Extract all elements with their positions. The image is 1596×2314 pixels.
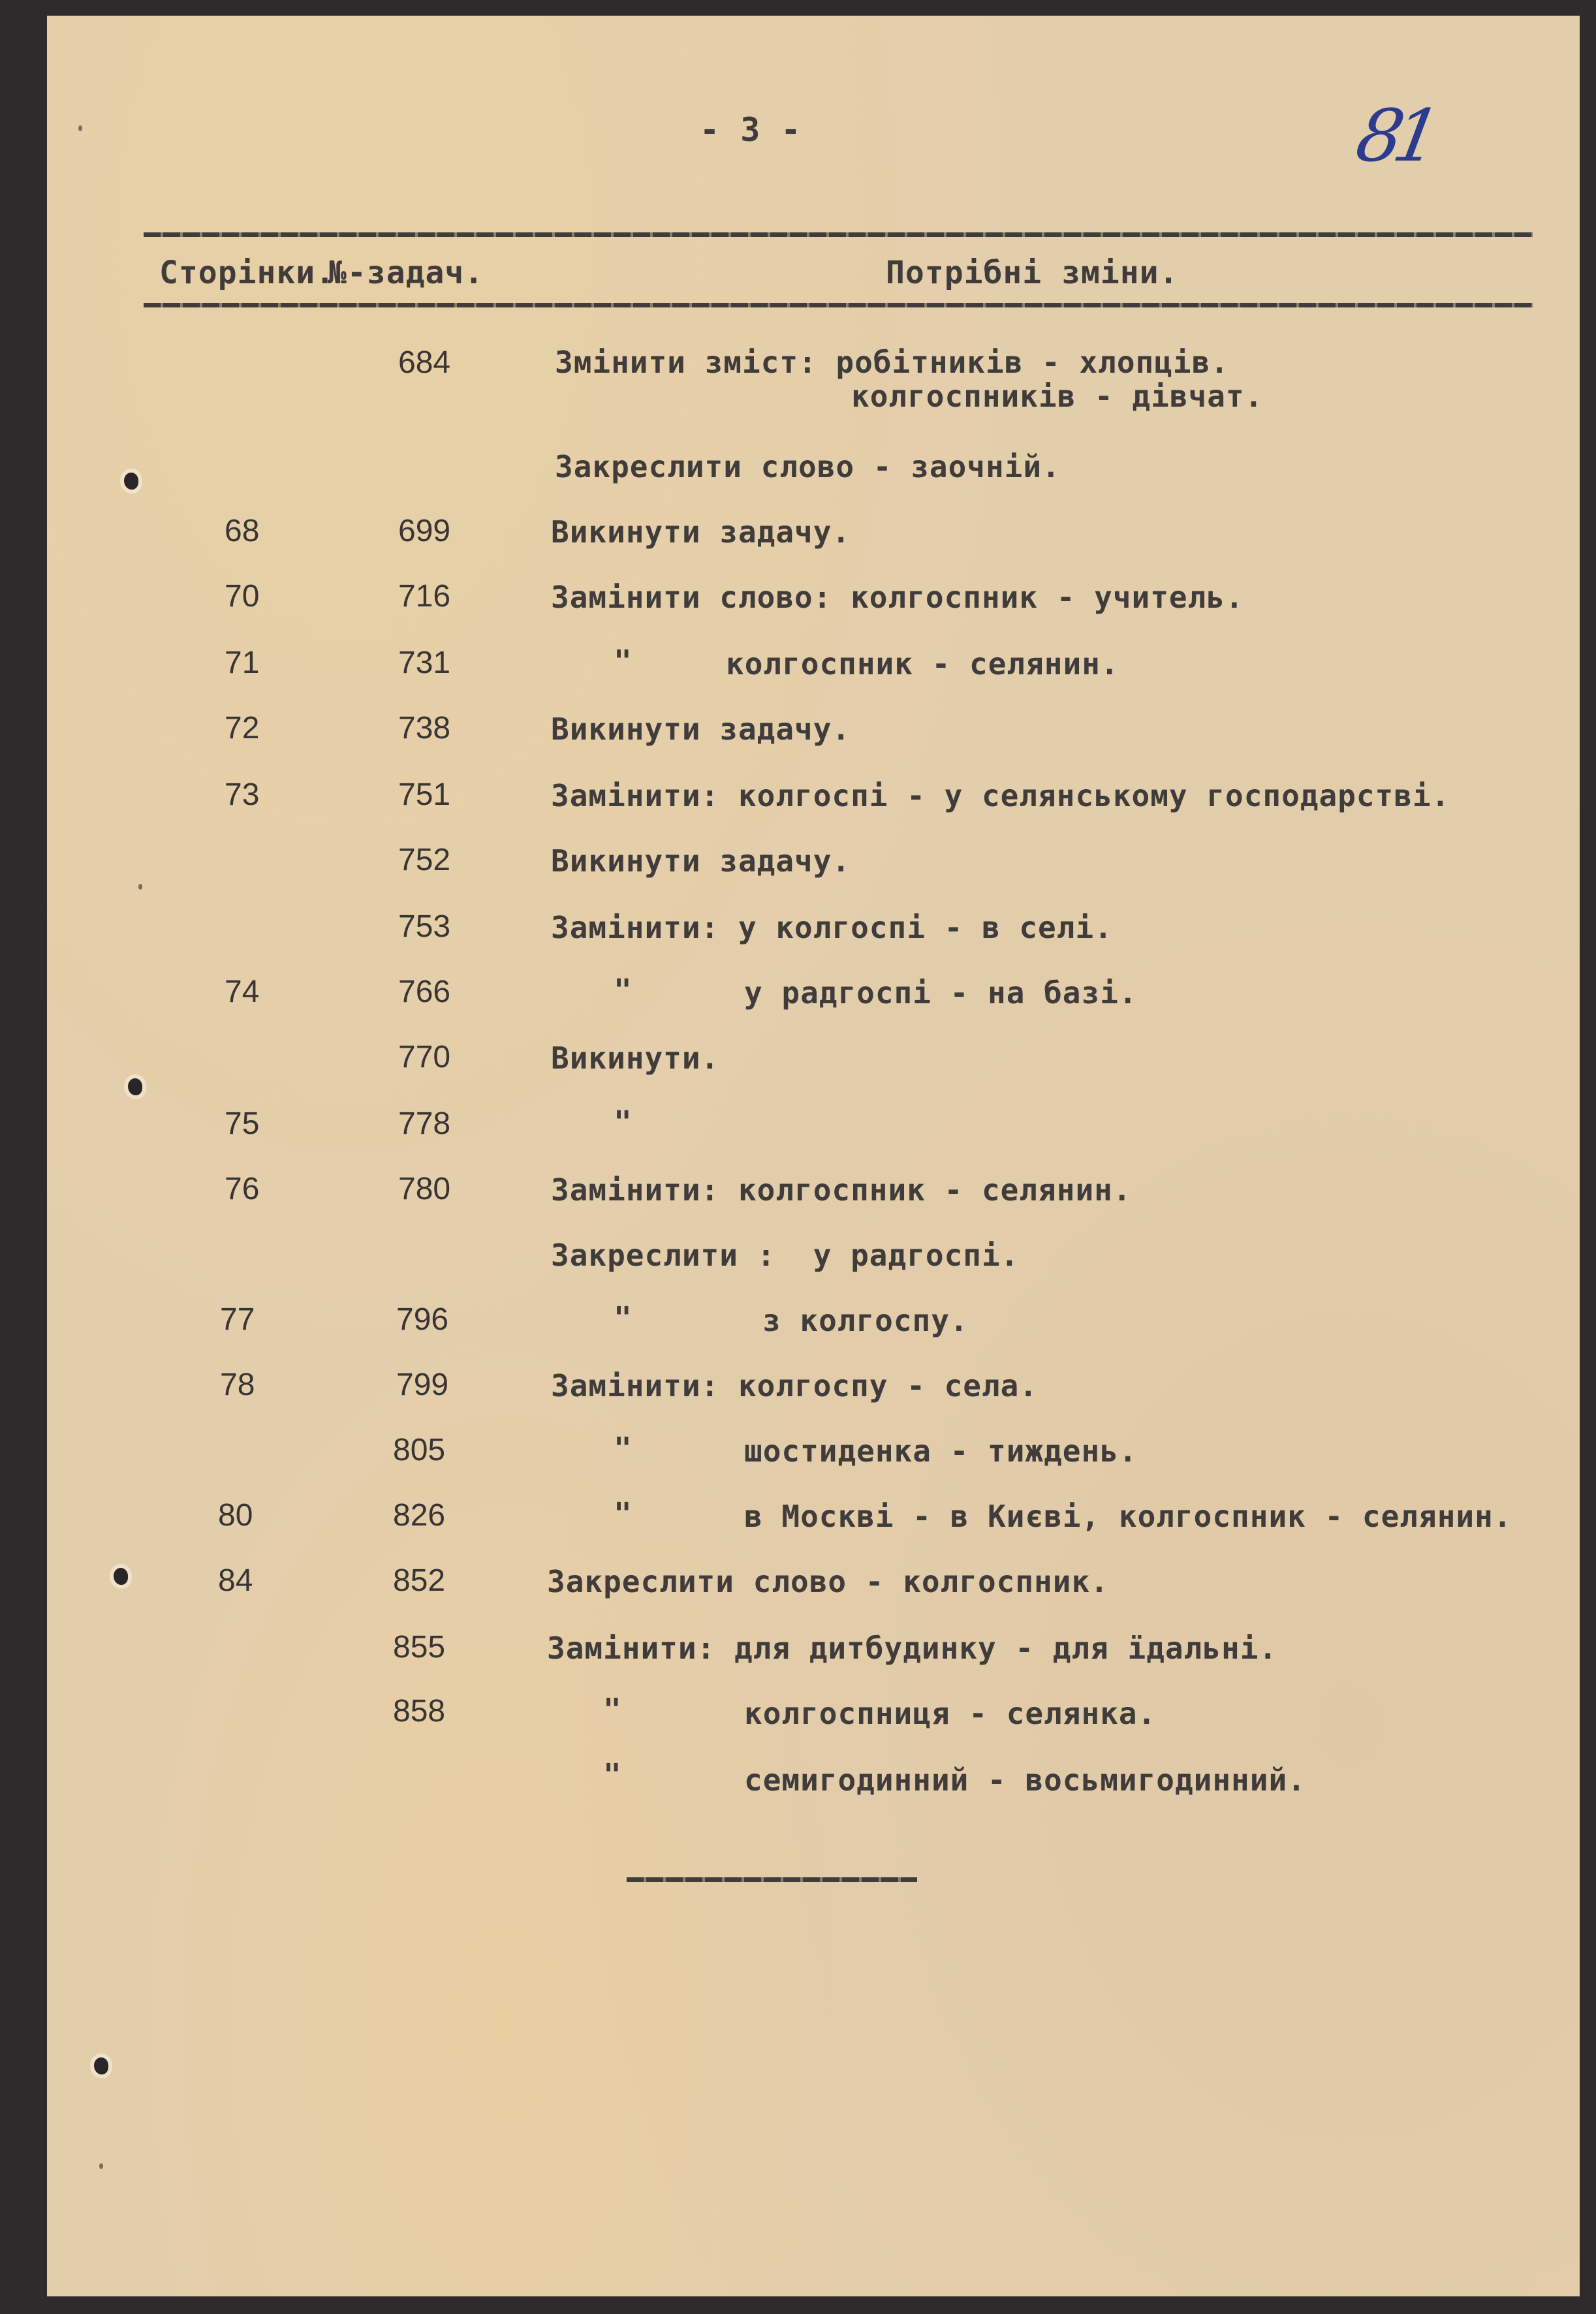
- page-number: 71: [225, 646, 260, 680]
- ditto-mark: ": [614, 1496, 633, 1531]
- task-number: 751: [398, 777, 451, 812]
- page-number: 70: [225, 579, 260, 614]
- task-number: 826: [393, 1498, 446, 1533]
- header-bottom-rule: [144, 303, 1533, 307]
- punch-hole: [128, 1078, 142, 1095]
- ditto-mark: ": [603, 1692, 622, 1727]
- task-number: 766: [398, 975, 451, 1009]
- closing-rule: [627, 1877, 917, 1882]
- page-number: 80: [218, 1498, 253, 1533]
- change-text: Викинути задачу.: [551, 843, 851, 879]
- page-number: 72: [225, 711, 260, 745]
- task-number: 731: [398, 646, 451, 680]
- task-number: 716: [398, 579, 451, 614]
- header-top-rule: [144, 232, 1533, 237]
- change-text: Замінити: колгоспу - села.: [551, 1368, 1039, 1403]
- task-number: 753: [398, 909, 451, 944]
- paper-speck: [138, 884, 142, 890]
- punch-hole: [94, 2057, 108, 2074]
- change-text: Замінити: колгоспник - селянин.: [551, 1172, 1132, 1208]
- change-text: колгоспник - селянин.: [726, 646, 1119, 681]
- column-header-pages: Сторінки.: [159, 255, 336, 291]
- ditto-mark: ": [614, 644, 633, 679]
- ditto-mark: ": [614, 1431, 633, 1466]
- change-text: Замінити: у колгоспі - в селі.: [551, 910, 1113, 945]
- task-number: 752: [398, 843, 451, 877]
- ditto-mark: ": [614, 973, 633, 1008]
- change-text: семигодинний - восьмигодинний.: [744, 1762, 1306, 1798]
- change-text: Закреслити слово - заочній.: [555, 449, 1061, 484]
- change-text: Закреслити : у радгоспі.: [551, 1238, 1020, 1273]
- task-number: 738: [398, 711, 451, 745]
- column-header-tasks: №-задач.: [328, 255, 484, 291]
- change-text: з колгоспу.: [762, 1303, 969, 1338]
- page-number: 77: [220, 1302, 255, 1337]
- change-text: Замінити: для дитбудинку - для їдальні.: [547, 1631, 1278, 1666]
- task-number: 770: [398, 1040, 451, 1074]
- task-number: 699: [398, 514, 451, 548]
- task-number: 780: [398, 1172, 451, 1206]
- page-number: 68: [225, 514, 260, 548]
- change-text: Викинути.: [551, 1040, 720, 1076]
- ditto-mark: ": [603, 1757, 622, 1792]
- change-text-continued: колгоспників - дівчат.: [851, 379, 1264, 414]
- column-header-changes: Потрібні зміни.: [886, 255, 1179, 291]
- change-text: Викинути задачу.: [551, 711, 851, 747]
- punch-hole: [124, 473, 138, 490]
- folio-number-handwritten: 81: [1350, 94, 1439, 178]
- change-text: Замінити слово: колгоспник - учитель.: [551, 580, 1244, 615]
- paper-speck: [99, 2163, 103, 2169]
- change-text: шостиденка - тиждень.: [744, 1433, 1138, 1469]
- page-marker: - 3 -: [700, 111, 802, 149]
- change-text: Змінити зміст: робітників - хлопців.: [555, 345, 1229, 380]
- document-page: [47, 16, 1580, 2296]
- task-number: 778: [398, 1106, 451, 1141]
- page-number: 76: [225, 1172, 260, 1206]
- page-number: 78: [220, 1368, 255, 1402]
- punch-hole: [114, 1568, 128, 1585]
- change-text: в Москві - в Києві, колгоспник - селянин.: [744, 1499, 1512, 1534]
- change-text: колгоспниця - селянка.: [744, 1696, 1157, 1731]
- task-number: 684: [398, 345, 451, 380]
- task-number: 805: [393, 1433, 446, 1467]
- page-number: 84: [218, 1563, 253, 1598]
- change-text: у радгоспі - на базі.: [744, 975, 1138, 1010]
- page-number: 74: [225, 975, 260, 1009]
- page-number: 73: [225, 777, 260, 812]
- change-text: Закреслити слово - колгоспник.: [547, 1564, 1109, 1599]
- page-number: 75: [225, 1106, 260, 1141]
- change-text: Замінити: колгоспі - у селянському господарстві.: [551, 778, 1450, 813]
- task-number: 858: [393, 1694, 446, 1728]
- paper-speck: [78, 125, 82, 131]
- change-text: Викинути задачу.: [551, 514, 851, 550]
- ditto-mark: ": [614, 1104, 633, 1140]
- task-number: 852: [393, 1563, 446, 1598]
- ditto-mark: ": [614, 1300, 633, 1336]
- task-number: 796: [396, 1302, 449, 1337]
- task-number: 799: [396, 1368, 449, 1402]
- task-number: 855: [393, 1630, 446, 1665]
